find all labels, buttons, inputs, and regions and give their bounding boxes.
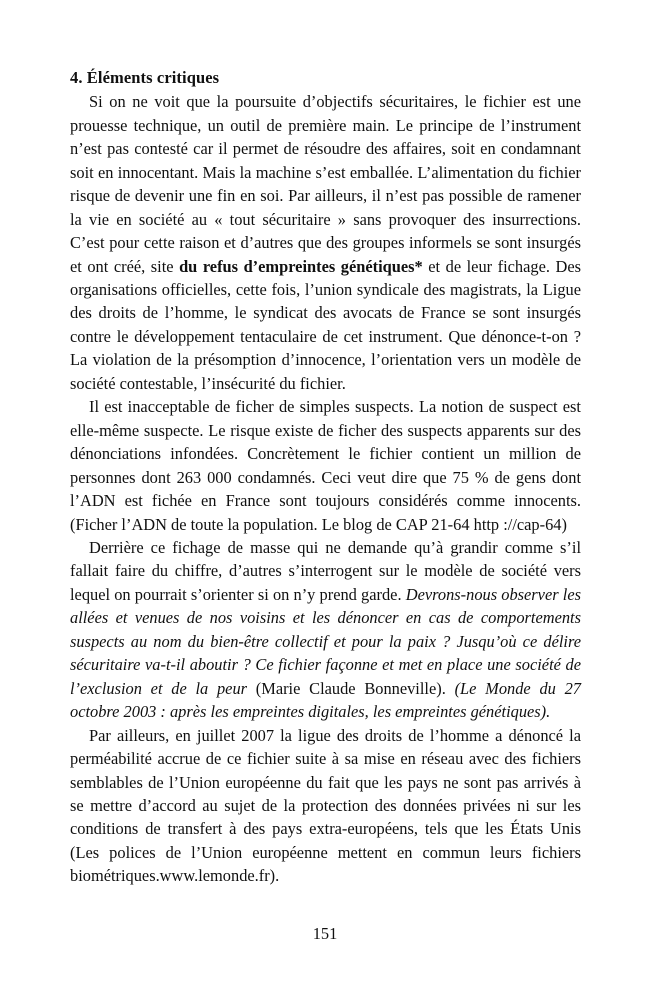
text-run-italic: Devrons-nous observer les allées et venues de nos voisins et les dénoncer en cas de comportements suspects au nom du bien-être collectif et pour la paix ? Jusqu’où ce délire sécuritaire va-t-il aboutir ? Ce fichier façonne et met en place une société de l’exclusion et de la peur bbox=[70, 584, 581, 698]
page-text-block bbox=[70, 66, 581, 888]
paragraph-4 bbox=[70, 724, 581, 888]
text-run-roman: (Marie Claude Bonneville). bbox=[247, 678, 455, 698]
text-run-roman: Derrière ce fichage de masse qui ne demande qu’à grandir comme s’il fallait faire du chiffre, d’autres s’interrogent sur le modèle de société vers lequel on pourrait s’orienter si on n’y prend garde. bbox=[70, 538, 581, 604]
section-heading: 4. Éléments critiques bbox=[70, 68, 220, 87]
text-run-italic: (Le Monde du 27 octobre 2003 : après les empreintes digitales, les empreintes génétiques). bbox=[70, 678, 581, 722]
paragraph-3 bbox=[70, 536, 581, 724]
text-run-roman: Si on ne voit que la poursuite d’objectifs sécuritaires, le fichier est une prouesse technique, un outil de première main. Le principe de l’instrument n’est pas contesté car il permet de résoudre des affaires, soit en condamnant soit en innocentant. Mais la machine s’est emballée. L’alimentation du fichier risque de devenir une fin en soi. Par ailleurs, il n’est pas possible de ramener la vie en société au « tout sécuritaire » sans provoquer des insurrections. C’est pour cette raison et d’autres que des groupes informels se sont insurgés et ont créé, site bbox=[70, 92, 581, 276]
paragraph-1 bbox=[70, 90, 581, 395]
text-run-roman: Il est inacceptable de ficher de simples suspects. La notion de suspect est elle-même suspecte. Le risque existe de ficher des suspects apparents sur des dénonciations infondées. Concrètement le fichier contient un million de personnes dont 263 000 condamnés. Ceci veut dire que 75 % de gens dont l’ADN est fichée en France sont toujours considérés comme innocents. (Ficher l’ADN de toute la population. Le blog de CAP 21-64 http ://cap-64) bbox=[70, 397, 581, 534]
text-run-bold: du refus d’empreintes génétiques* bbox=[179, 256, 423, 276]
text-run-roman: Par ailleurs, en juillet 2007 la ligue des droits de l’homme a dénoncé la perméabilité accrue de ce fichier suite à sa mise en réseau avec des fichiers semblables de l’Union européenne du fait que les pays ne sont pas arrivés à se mettre d’accord au sujet de la protection des données privées ni sur les conditions de transfert à des pays extra-européens, tels que les États Unis (Les polices de l’Union européenne mettent en commun leurs fichiers biométriques.www.lemonde.fr). bbox=[70, 725, 581, 886]
page-number: 151 bbox=[312, 924, 338, 943]
text-run-roman: et de leur fichage. Des organisations officielles, cette fois, l’union syndicale des magistrats, la Ligue des droits de l’homme, le syndicat des avocats de France se sont insurgés contre le développement tentaculaire de cet instrument. Que dénonce-t-on ? La violation de la présomption d’innocence, l’orientation vers un modèle de société contestable, l’insécurité du fichier. bbox=[70, 256, 581, 393]
paragraph-2 bbox=[70, 395, 581, 536]
